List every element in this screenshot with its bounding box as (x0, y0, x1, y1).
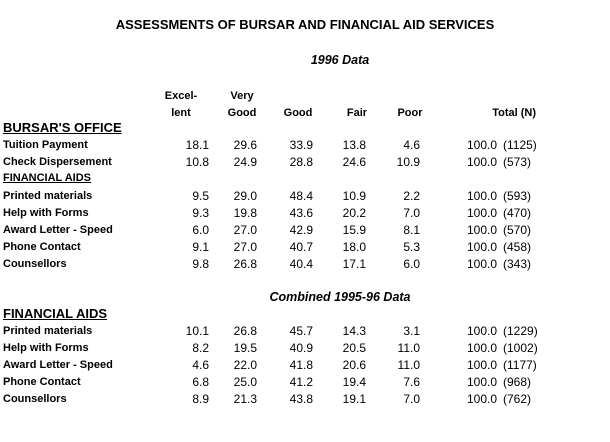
table-cell-total: 100.0 (466, 324, 497, 338)
column-header: Excel- (164, 90, 198, 102)
page-title: ASSESSMENTS OF BURSAR AND FINANCIAL AID SERVICES (115, 17, 495, 32)
table-row-label: Tuition Payment (3, 139, 88, 151)
table-cell: 48.4 (289, 189, 313, 203)
table-cell-n: (1002) (503, 341, 538, 355)
column-header-total: Total (N) (492, 107, 536, 119)
table-cell-total: 100.0 (466, 155, 497, 169)
table-cell: 9.3 (192, 206, 209, 220)
table-cell: 19.5 (233, 341, 257, 355)
table-cell: 41.8 (289, 358, 313, 372)
table-row-label: Award Letter - Speed (3, 359, 113, 371)
table-cell: 24.6 (342, 155, 366, 169)
table-cell: 29.6 (233, 138, 257, 152)
table-cell: 26.8 (233, 257, 257, 271)
table-cell-n: (570) (503, 223, 532, 237)
table-cell: 10.9 (342, 189, 366, 203)
table-cell: 28.8 (289, 155, 313, 169)
table-cell: 6.0 (192, 223, 209, 237)
column-header: lent (171, 107, 191, 119)
table-cell: 24.9 (233, 155, 257, 169)
table-cell-total: 100.0 (466, 138, 497, 152)
table-cell: 7.0 (403, 392, 420, 406)
column-header: Very (230, 90, 254, 102)
table-cell: 27.0 (233, 223, 257, 237)
table-cell: 26.8 (233, 324, 257, 338)
table-row-label: Counsellors (3, 258, 67, 270)
table-cell: 10.1 (185, 324, 209, 338)
table-cell-total: 100.0 (466, 392, 497, 406)
table-row-label: Printed materials (3, 190, 93, 202)
column-header: Good (283, 107, 313, 119)
table-cell: 6.0 (403, 257, 420, 271)
section-heading-financial-aids: FINANCIAL AIDS (3, 306, 107, 321)
table-cell-total: 100.0 (466, 189, 497, 203)
table-cell: 4.6 (192, 358, 209, 372)
table-cell: 33.9 (289, 138, 313, 152)
table-cell: 6.8 (192, 375, 209, 389)
table-cell: 19.8 (233, 206, 257, 220)
table-cell: 27.0 (233, 240, 257, 254)
table-cell: 20.6 (342, 358, 366, 372)
table-cell: 20.5 (342, 341, 366, 355)
table-cell-n: (1125) (503, 138, 537, 152)
table-row-label: Award Letter - Speed (3, 224, 113, 236)
table-cell: 8.2 (192, 341, 209, 355)
table-row-label: Printed materials (3, 325, 93, 337)
table-cell: 11.0 (397, 358, 420, 372)
table-cell: 21.3 (233, 392, 257, 406)
table-cell: 11.0 (397, 341, 420, 355)
column-header: Poor (397, 107, 423, 119)
table-cell: 43.8 (289, 392, 313, 406)
table-cell: 29.0 (233, 189, 257, 203)
subsection-heading-financial-aids: FINANCIAL AIDS (3, 172, 91, 184)
table-cell-n: (762) (503, 392, 532, 406)
table-cell: 15.9 (342, 223, 366, 237)
table-cell: 7.0 (403, 206, 420, 220)
table-cell-total: 100.0 (466, 240, 497, 254)
table-cell: 13.8 (342, 138, 366, 152)
table-row-label: Counsellors (3, 393, 67, 405)
table-cell: 10.8 (185, 155, 209, 169)
table-cell-total: 100.0 (466, 257, 497, 271)
table-row-label: Check Dispersement (3, 156, 112, 168)
table-cell: 4.6 (403, 138, 420, 152)
table-cell: 41.2 (289, 375, 313, 389)
table-cell: 14.3 (342, 324, 366, 338)
table-cell: 40.9 (289, 341, 313, 355)
table-cell-n: (1229) (503, 324, 538, 338)
section-heading-bursar: BURSAR'S OFFICE (3, 120, 122, 135)
table-cell: 9.5 (192, 189, 209, 203)
table-cell-total: 100.0 (466, 341, 497, 355)
table-row-label: Phone Contact (3, 376, 81, 388)
table-cell: 43.6 (289, 206, 313, 220)
table-cell: 19.4 (342, 375, 366, 389)
table-cell: 5.3 (403, 240, 420, 254)
table-cell: 40.7 (289, 240, 313, 254)
table-cell: 25.0 (233, 375, 257, 389)
table-cell: 45.7 (289, 324, 313, 338)
table-cell: 9.8 (192, 257, 209, 271)
table-cell: 17.1 (342, 257, 366, 271)
table-cell-n: (573) (503, 155, 532, 169)
table-cell: 20.2 (342, 206, 366, 220)
table-cell-total: 100.0 (466, 375, 497, 389)
table-cell-n: (593) (503, 189, 532, 203)
table-row-label: Help with Forms (3, 207, 89, 219)
table-cell: 19.1 (342, 392, 366, 406)
table-cell: 8.9 (192, 392, 209, 406)
table-row-label: Phone Contact (3, 241, 81, 253)
table-cell: 9.1 (192, 240, 209, 254)
table-cell-n: (458) (503, 240, 532, 254)
table-cell-n: (470) (503, 206, 532, 220)
table-cell: 3.1 (403, 324, 420, 338)
column-header: Good (227, 107, 257, 119)
table-cell: 42.9 (289, 223, 313, 237)
column-header: Fair (346, 107, 368, 119)
table-cell: 40.4 (289, 257, 313, 271)
table-cell-n: (1177) (503, 358, 537, 372)
table-cell: 18.0 (342, 240, 366, 254)
table-cell-total: 100.0 (466, 223, 497, 237)
table-cell: 7.6 (403, 375, 420, 389)
section-subtitle: 1996 Data (310, 53, 370, 67)
table-cell: 18.1 (185, 138, 209, 152)
table-row-label: Help with Forms (3, 342, 89, 354)
section-subtitle: Combined 1995-96 Data (269, 290, 411, 304)
table-cell-total: 100.0 (466, 206, 497, 220)
table-cell: 2.2 (403, 189, 420, 203)
table-cell: 22.0 (233, 358, 257, 372)
table-cell: 10.9 (396, 155, 420, 169)
table-cell-total: 100.0 (466, 358, 497, 372)
table-cell-n: (343) (503, 257, 532, 271)
table-cell-n: (968) (503, 375, 532, 389)
table-cell: 8.1 (403, 223, 420, 237)
